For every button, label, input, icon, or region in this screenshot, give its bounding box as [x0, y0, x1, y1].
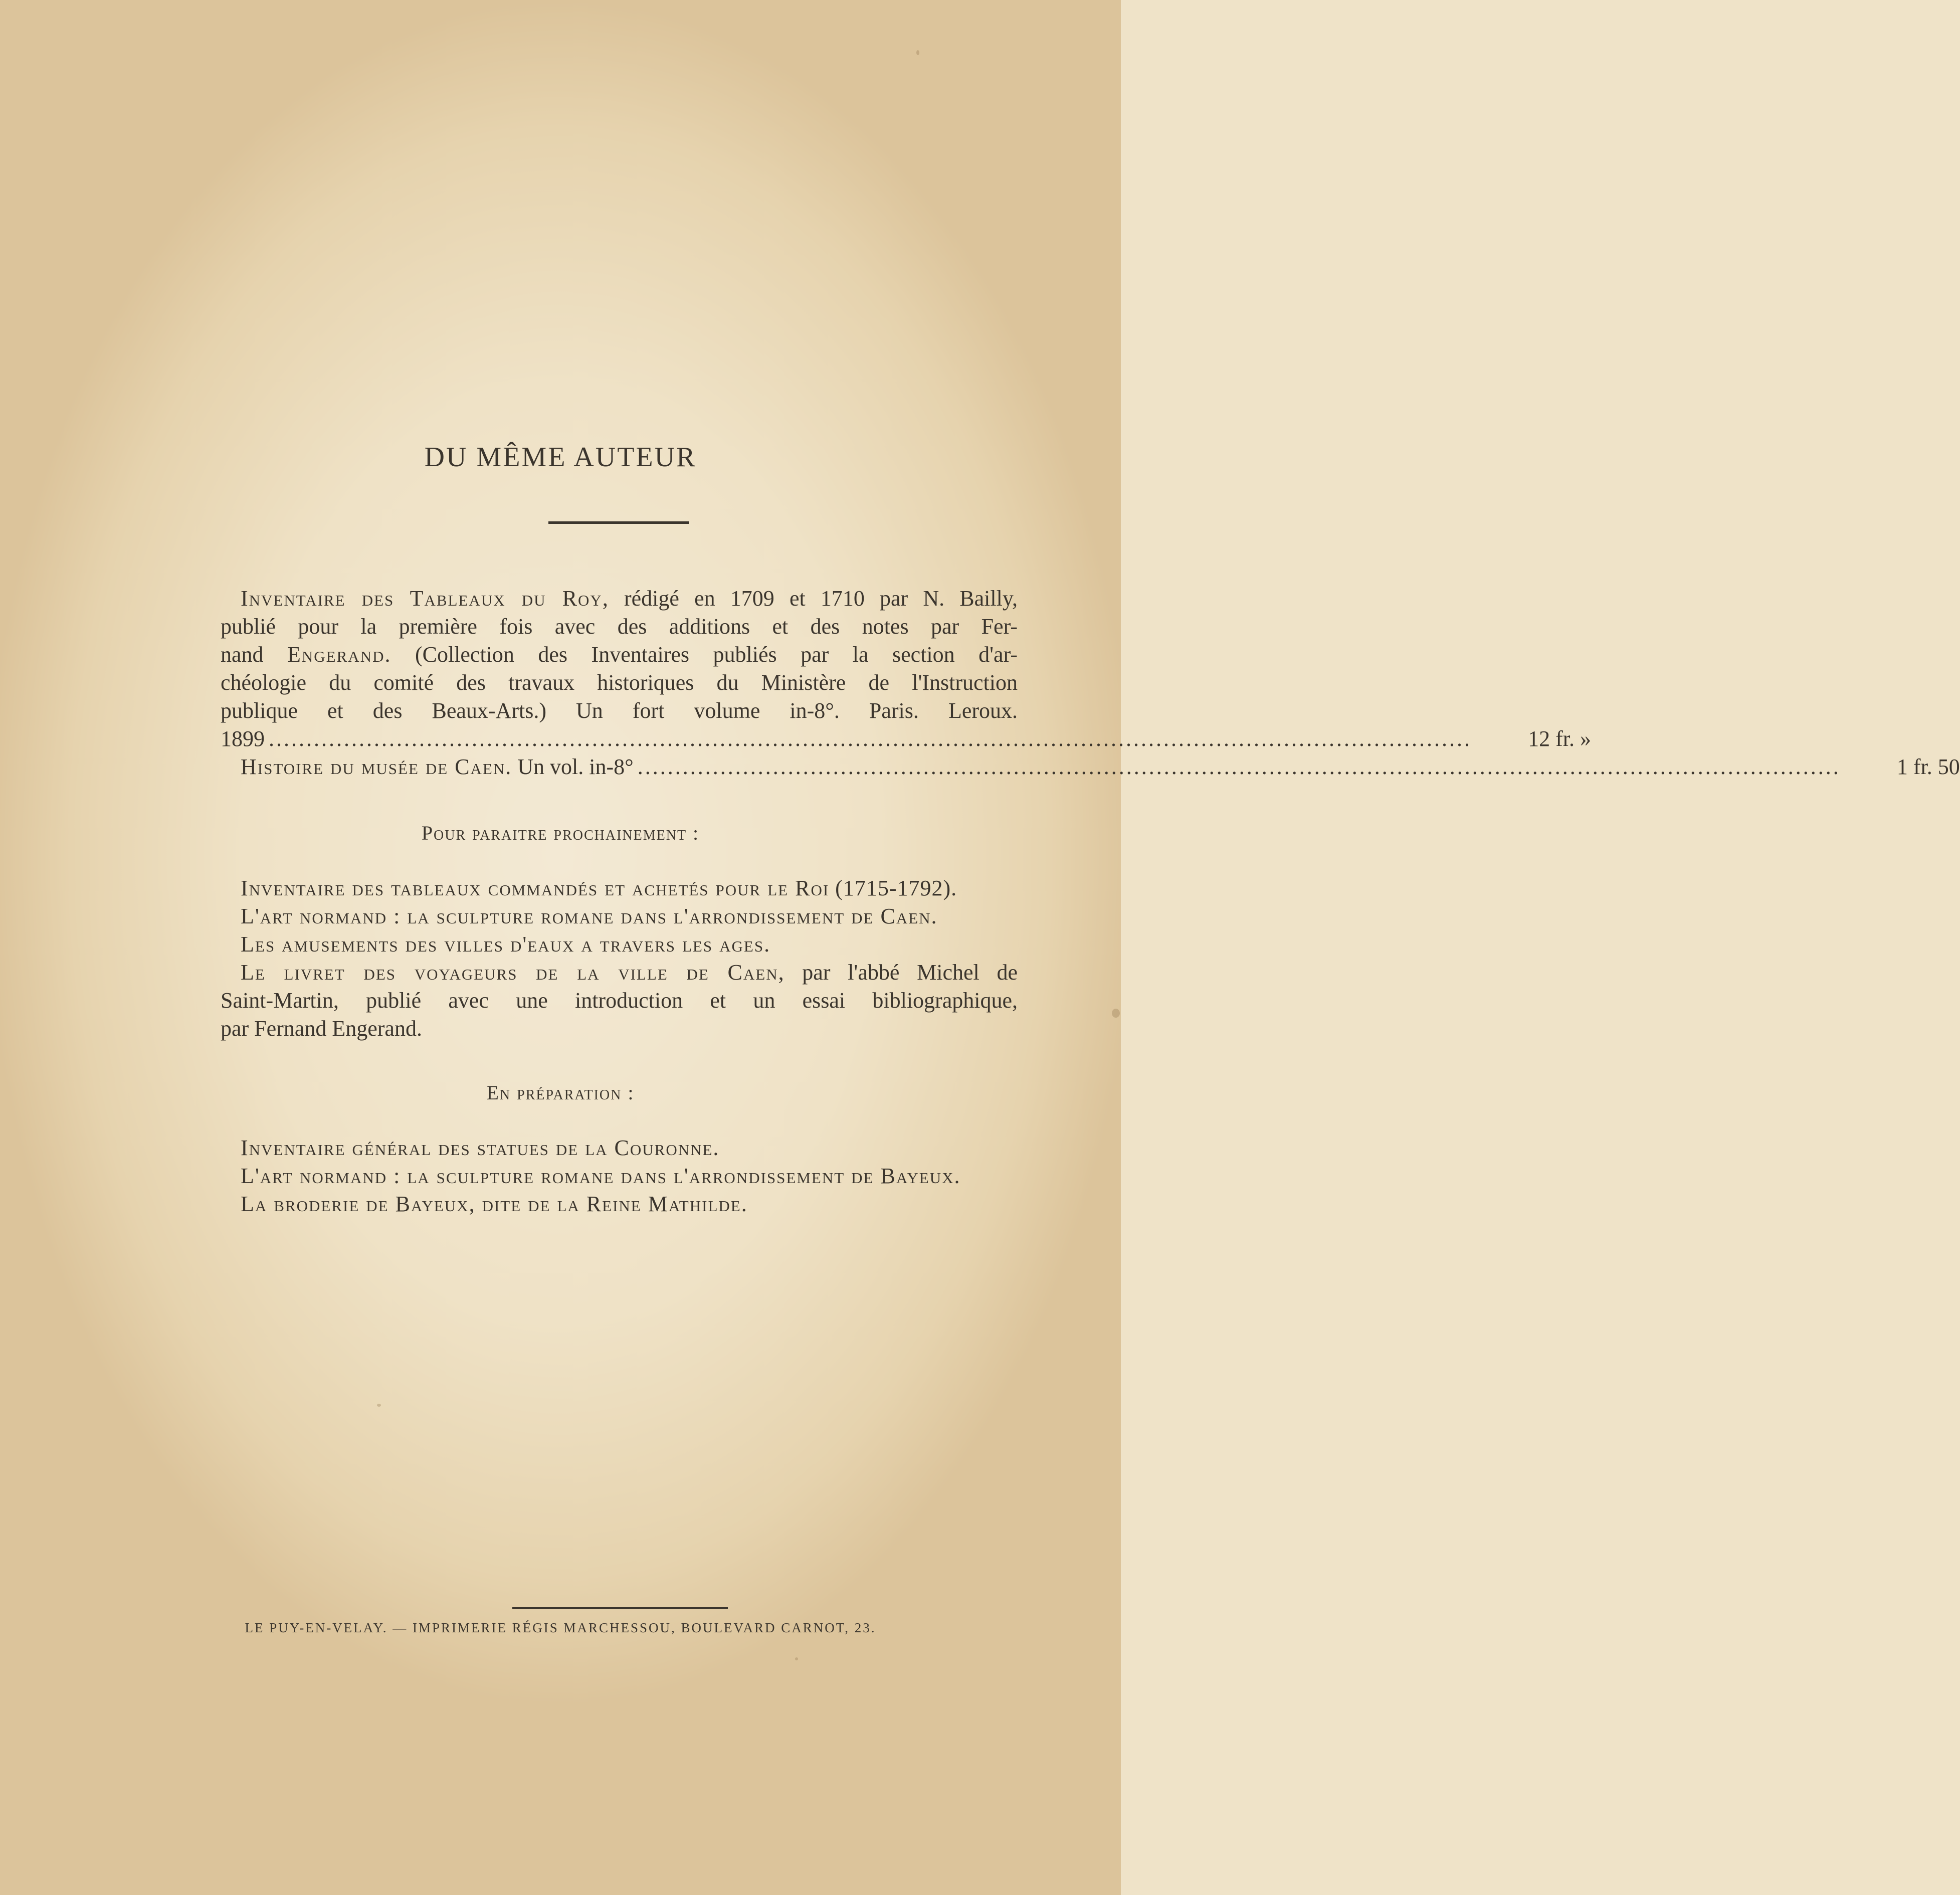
price-histoire-musee: 1 fr. 50: [1896, 754, 1960, 779]
printer-imprint: LE PUY-EN-VELAY. — IMPRIMERIE RÉGIS MARCHESSOU, BOULEVARD CARNOT, 23.: [245, 1620, 876, 1635]
works-line-5: publique et des Beaux-Arts.) Un fort volume in-8°. Paris. Leroux.: [221, 698, 1018, 723]
works-line-1: [241, 585, 1018, 613]
forthcoming-item-4-title: Le livret des voyageurs de la ville de Caen,: [241, 960, 785, 985]
foxing-spot: [1112, 1009, 1120, 1018]
foxing-spot: [377, 1404, 381, 1407]
forthcoming-item-1-dates: (1715-1792).: [829, 876, 957, 900]
forthcoming-item-4-rest: par l'abbé Michel de: [785, 960, 1018, 985]
forthcoming-item-1-title: Inventaire des tableaux commandés et achetés pour le Roi: [241, 876, 830, 900]
work-title-inventaire-tableaux: Inventaire des Tableaux du Roy,: [241, 586, 609, 611]
works-line-7: [241, 753, 1960, 781]
footer-rule: [512, 1607, 728, 1609]
forthcoming-item-4-line-2: Saint-Martin, publié avec une introduction et un essai bibliographique,: [221, 988, 1018, 1013]
works-line-6: [221, 725, 1591, 753]
works-line-4: chéologie du comité des travaux historiques du Ministère de l'Instruction: [221, 670, 1018, 695]
works-line-2: publié pour la première fois avec des additions et des notes par Fer-: [221, 614, 1018, 639]
preparation-item-3: La broderie de Bayeux, dite de la Reine Mathilde.: [241, 1192, 748, 1216]
preparation-heading: En préparation :: [486, 1081, 635, 1104]
price-inventaire: 12 fr. »: [1528, 726, 1591, 751]
dot-leader: ................................................................................................................................................................: [637, 754, 1841, 779]
page-title: DU MÊME AUTEUR: [424, 442, 697, 473]
work-title-histoire-musee: Histoire du musée de Caen.: [241, 754, 512, 779]
foxing-spot: [916, 50, 919, 55]
works-year: 1899: [221, 726, 265, 751]
preparation-item-1: Inventaire général des statues de la Couronne.: [241, 1135, 720, 1160]
forthcoming-item-4-line-3: par Fernand Engerand.: [221, 1016, 422, 1041]
author-name: Engerand.: [287, 642, 391, 667]
works-line-3-pre: nand: [221, 642, 288, 667]
title-rule: [548, 521, 689, 524]
forthcoming-item-1: [241, 874, 1023, 902]
works-line-7-rest: Un vol. in-8°: [512, 754, 634, 779]
dot-leader: ................................................................................................................................................................: [269, 726, 1472, 751]
forthcoming-item-2: L'art normand : la sculpture romane dans l'arrondissement de Caen.: [241, 904, 938, 928]
forthcoming-item-4: [241, 959, 1018, 987]
forthcoming-item-3: Les amusements des villes d'eaux a travers les ages.: [241, 932, 771, 957]
works-line-1-rest: rédigé en 1709 et 1710 par N. Bailly,: [609, 586, 1018, 611]
works-line-3: [221, 641, 1018, 669]
works-line-3-rest: (Collection des Inventaires publiés par la section d'ar-: [391, 642, 1018, 667]
forthcoming-heading: Pour paraitre prochainement :: [421, 822, 700, 844]
preparation-item-2: L'art normand : la sculpture romane dans l'arrondissement de Bayeux.: [241, 1164, 961, 1188]
foxing-spot: [795, 1657, 798, 1660]
